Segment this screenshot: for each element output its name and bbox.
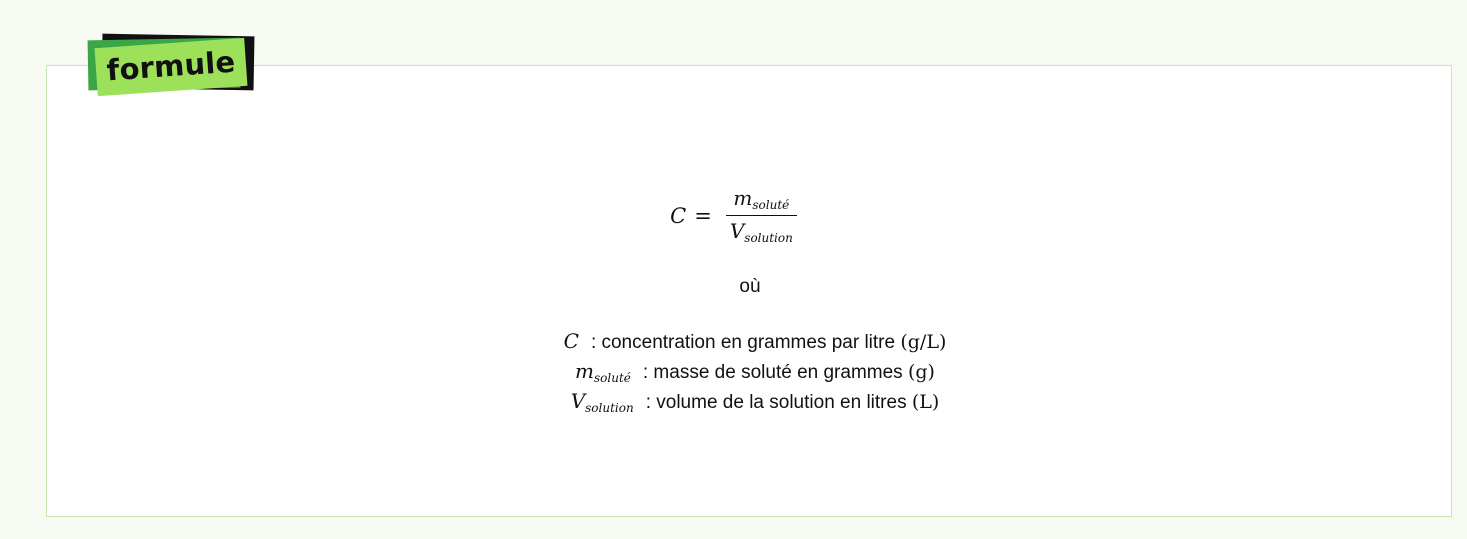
denominator-symbol: V [729, 219, 745, 243]
formula-denominator [726, 216, 797, 244]
tag-label: formule [105, 44, 237, 87]
definition-unit: (g/L) [900, 331, 947, 353]
definition-symbol-subscript: solution [585, 401, 634, 415]
definition-row-v [520, 386, 990, 416]
concentration-formula [0, 188, 1467, 244]
definition-text [643, 357, 935, 388]
definition-text [591, 327, 946, 358]
definition-symbol-letter: m [575, 359, 594, 383]
connector-text: où [739, 276, 761, 297]
definition-description: : concentration en grammes par litre [590, 332, 896, 353]
definition-symbol-letter: C [563, 329, 579, 353]
definition-symbol [571, 386, 634, 423]
definitions-list [520, 326, 990, 416]
numerator-symbol: m [733, 186, 753, 210]
definition-symbol-letter: V [570, 389, 586, 413]
formula-equals: = [694, 204, 712, 228]
definition-unit: (L) [911, 391, 940, 413]
formule-tag [88, 33, 258, 99]
numerator-subscript: soluté [752, 198, 790, 212]
formula-lhs [670, 204, 720, 228]
definition-unit: (g) [907, 361, 935, 383]
definition-text [646, 387, 940, 418]
definition-symbol-subscript: soluté [594, 371, 631, 385]
definition-row-c [520, 326, 990, 356]
formula-numerator [729, 188, 793, 215]
denominator-subscript: solution [744, 231, 793, 245]
formula-fraction [726, 188, 797, 244]
formula-lhs-symbol: C [670, 204, 687, 228]
definition-row-m [520, 356, 990, 386]
definition-description: : volume de la solution en litres [645, 392, 907, 413]
definition-description: : masse de soluté en grammes [642, 362, 903, 383]
